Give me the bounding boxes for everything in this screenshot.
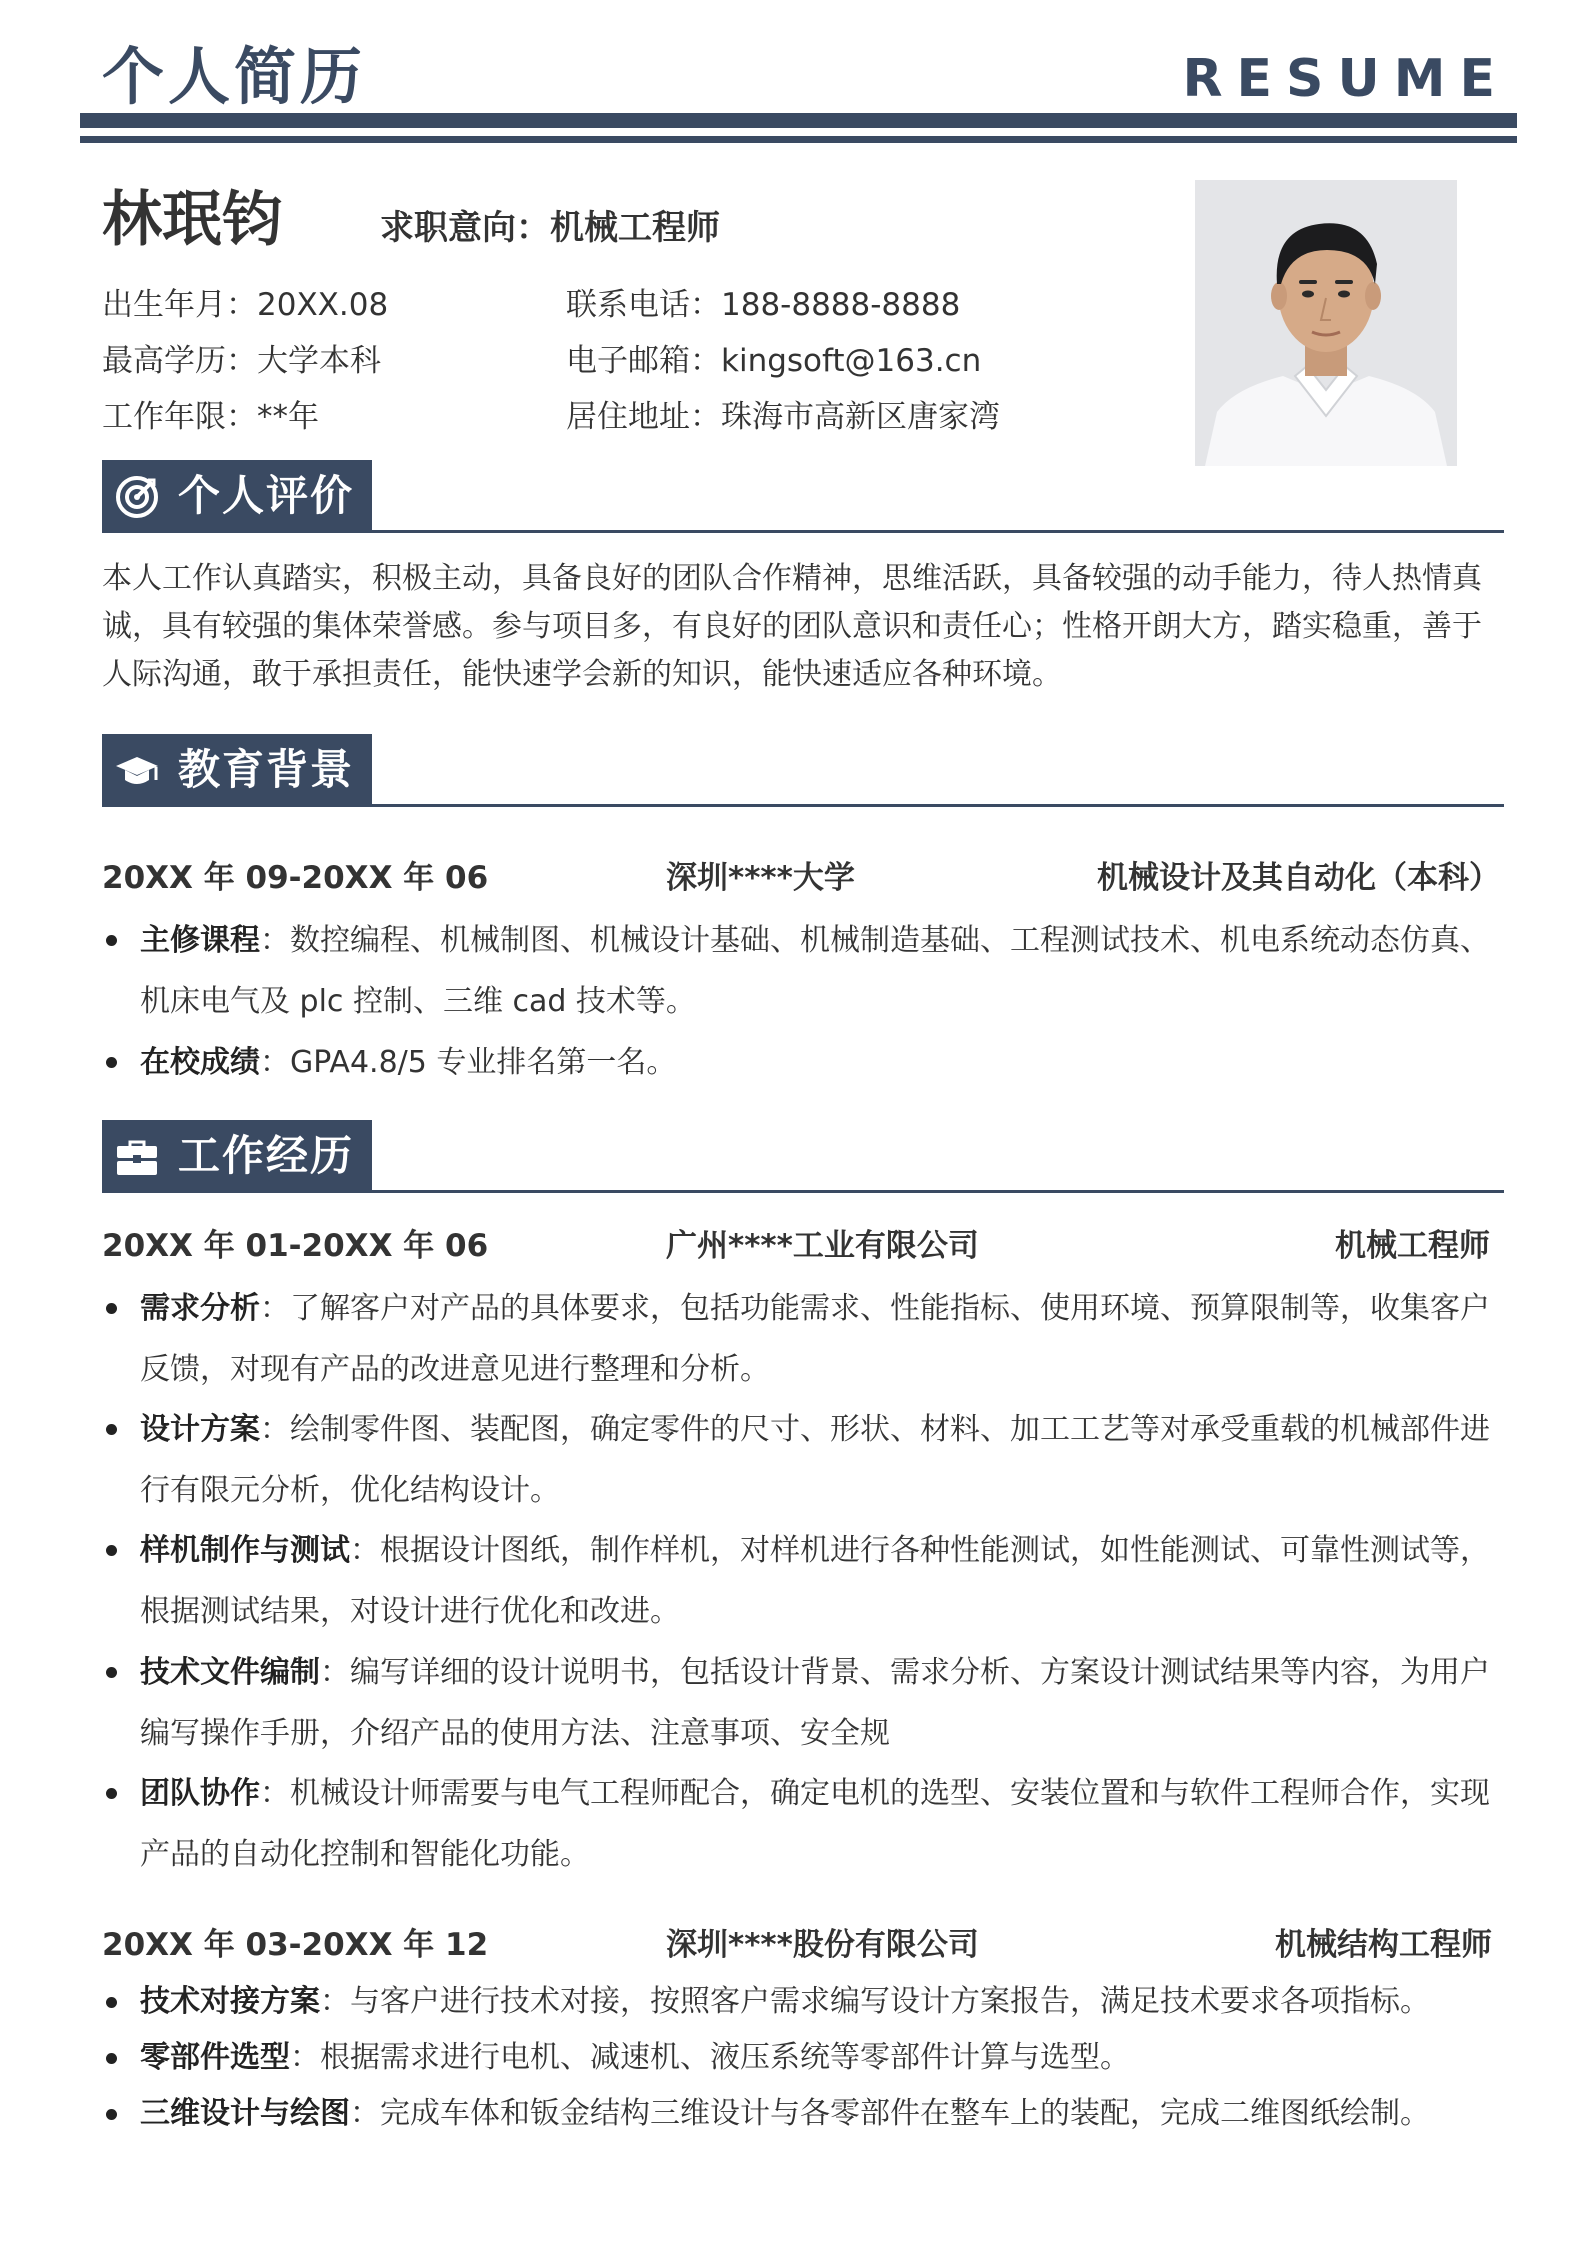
- list-item: [102, 1974, 1502, 2030]
- page-title-english: RESUME: [1182, 49, 1509, 109]
- list-item-label: 技术文件编制: [140, 1655, 320, 1690]
- job-role: 机械工程师: [1335, 1228, 1490, 1264]
- job-date: 20XX 年 01-20XX 年 06: [102, 1228, 489, 1264]
- job-company: 深圳****股份有限公司: [666, 1927, 979, 1963]
- job-intent-label: 求职意向：: [380, 208, 550, 248]
- info-birth: 出生年月：20XX.08: [102, 287, 389, 323]
- header-rule-thick: [80, 113, 1517, 128]
- job-role: 机械结构工程师: [1275, 1927, 1492, 1963]
- info-email: 电子邮箱：kingsoft@163.cn: [566, 343, 982, 379]
- section-rule-education: [102, 804, 1504, 807]
- job-date: 20XX 年 03-20XX 年 12: [102, 1927, 489, 1963]
- education-date: 20XX 年 09-20XX 年 06: [102, 860, 489, 896]
- info-education: 最高学历：大学本科: [102, 343, 381, 379]
- list-item: [102, 1278, 1502, 1400]
- list-item: [102, 1642, 1502, 1764]
- job-intent-value: 机械工程师: [550, 208, 720, 248]
- job-company: 广州****工业有限公司: [666, 1228, 979, 1264]
- list-item: [102, 1520, 1502, 1642]
- list-item: [102, 910, 1502, 1032]
- list-item-text: ：GPA4.8/5 专业排名第一名。: [260, 1045, 677, 1080]
- candidate-name: 林珉钧: [102, 185, 282, 255]
- list-item-text: ：根据需求进行电机、减速机、液压系统等零部件计算与选型。: [290, 2040, 1130, 2075]
- list-item-text: ：根据设计图纸，制作样机，对样机进行各种性能测试，如性能测试、可靠性测试等，根据测试结果，对设计进行优化和改进。: [140, 1533, 1490, 1629]
- list-item-text: ：绘制零件图、装配图，确定零件的尺寸、形状、材料、加工工艺等对承受重载的机械部件进行有限元分析，优化结构设计。: [140, 1412, 1490, 1508]
- info-address: 居住地址：珠海市高新区唐家湾: [566, 399, 1000, 435]
- section-title-work: 工作经历: [178, 1131, 355, 1180]
- section-header-education: [102, 734, 372, 806]
- page-title: 个人简历: [102, 40, 367, 113]
- list-item-label: 团队协作: [140, 1776, 260, 1811]
- section-header-evaluation: [102, 460, 372, 532]
- list-item-text: ：与客户进行技术对接，按照客户需求编写设计方案报告，满足技术要求各项指标。: [320, 1984, 1430, 2019]
- list-item-text: ：机械设计师需要与电气工程师配合，确定电机的选型、安装位置和与软件工程师合作，实现产品的自动化控制和智能化功能。: [140, 1776, 1490, 1872]
- list-item: [102, 1032, 1502, 1093]
- profile-photo: [1195, 180, 1457, 466]
- graduation-cap-icon: [114, 748, 160, 794]
- list-item: [102, 1399, 1502, 1521]
- list-item-label: 三维设计与绘图: [140, 2096, 350, 2131]
- section-rule-evaluation: [102, 530, 1504, 533]
- list-item: [102, 2086, 1502, 2142]
- header-rule-thin: [80, 136, 1517, 143]
- section-header-work: [102, 1120, 372, 1192]
- list-item-label: 样机制作与测试: [140, 1533, 350, 1568]
- education-major: 机械设计及其自动化（本科）: [1097, 860, 1500, 896]
- info-phone: 联系电话：188-8888-8888: [566, 287, 961, 323]
- job-intent: [380, 203, 720, 253]
- briefcase-icon: [114, 1134, 160, 1180]
- list-item-label: 需求分析: [140, 1291, 260, 1326]
- list-item-label: 设计方案: [140, 1412, 260, 1447]
- list-item: [102, 1763, 1502, 1885]
- list-item-text: ：编写详细的设计说明书，包括设计背景、需求分析、方案设计测试结果等内容，为用户编写操作手册，介绍产品的使用方法、注意事项、安全规: [140, 1655, 1490, 1751]
- list-item-text: ：数控编程、机械制图、机械设计基础、机械制造基础、工程测试技术、机电系统动态仿真、机床电气及 plc 控制、三维 cad 技术等。: [140, 923, 1490, 1019]
- section-rule-work: [102, 1190, 1504, 1193]
- info-years: 工作年限：**年: [102, 399, 319, 435]
- target-icon: [114, 474, 160, 520]
- section-title-evaluation: 个人评价: [178, 471, 355, 520]
- list-item-label: 技术对接方案: [140, 1984, 320, 2019]
- section-title-education: 教育背景: [178, 745, 355, 794]
- list-item-label: 在校成绩: [140, 1045, 260, 1080]
- list-item-text: ：完成车体和钣金结构三维设计与各零部件在整车上的装配，完成二维图纸绘制。: [350, 2096, 1430, 2131]
- education-school: 深圳****大学: [666, 860, 855, 896]
- list-item: [102, 2030, 1502, 2086]
- evaluation-text: 本人工作认真踏实，积极主动，具备良好的团队合作精神，思维活跃，具备较强的动手能力，待人热情真诚，具有较强的集体荣誉感。参与项目多，有良好的团队意识和责任心；性格开朗大方，踏实稳重，善于人际沟通，敢于承担责任，能快速学会新的知识，能快速适应各种环境。: [102, 561, 1482, 692]
- list-item-label: 主修课程: [140, 923, 260, 958]
- list-item-label: 零部件选型: [140, 2040, 290, 2075]
- list-item-text: ：了解客户对产品的具体要求，包括功能需求、性能指标、使用环境、预算限制等，收集客户反馈，对现有产品的改进意见进行整理和分析。: [140, 1291, 1490, 1387]
- portrait-illustration: [1195, 180, 1457, 466]
